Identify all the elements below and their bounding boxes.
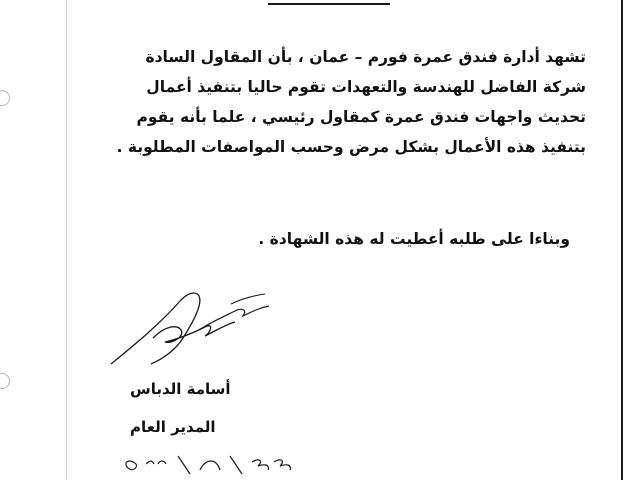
handwritten-signature-icon <box>103 286 283 376</box>
closing-line: وبناءا على طلبه أعطيت له هذه الشهادة . <box>258 230 570 248</box>
body-line: بتنفيذ هذه الأعمال بشكل مرض وحسب المواصفات المطلوبة . <box>116 138 586 156</box>
punch-hole-icon <box>0 373 10 389</box>
page-left-edge <box>66 0 67 480</box>
body-line: تحديث واجهات فندق عمرة كمقاول رئيسي ، علما بأنه يقوم <box>136 108 586 126</box>
signatory-title: المدير العام <box>130 418 216 436</box>
punch-hole-icon <box>0 90 10 106</box>
page-right-border <box>621 0 623 480</box>
signatory-name: أسامة الدباس <box>130 380 231 398</box>
handwritten-date <box>108 448 298 480</box>
top-rule <box>268 3 390 5</box>
certificate-body <box>96 42 586 162</box>
body-line: شركة الفاضل للهندسة والتعهدات تقوم حاليا بتنفيذ أعمال <box>146 78 586 96</box>
body-line: تشهد أدارة فندق عمرة فورم – عمان ، بأن المقاول السادة <box>145 48 586 66</box>
